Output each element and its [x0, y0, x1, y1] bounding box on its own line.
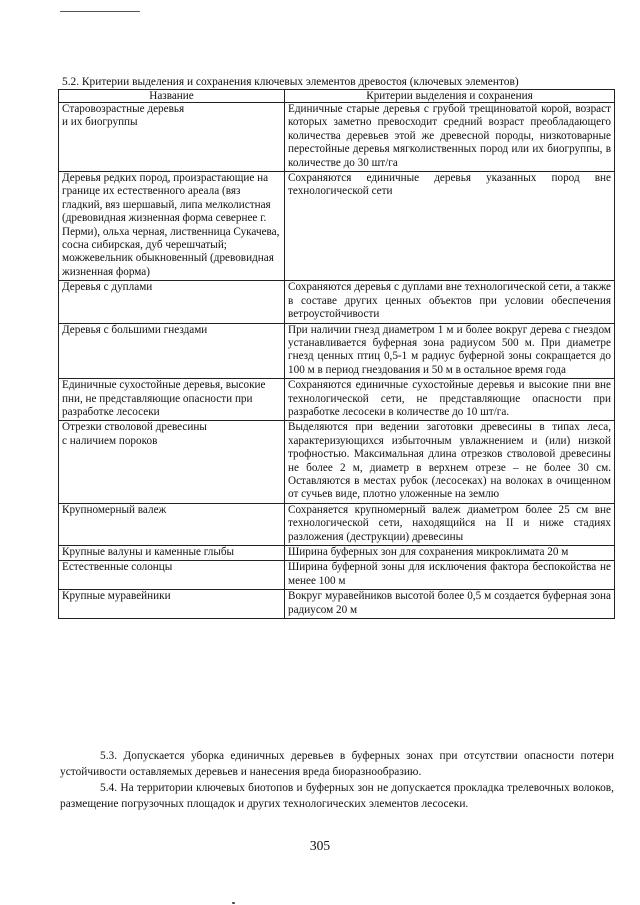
- row-criteria-cell: Сохраняется крупномерный валеж диаметром более 25 см вне технологической сети, находящийся на II и ниже стадиях разложения (деструкции) древесины: [285, 503, 615, 545]
- table-body: [59, 103, 615, 619]
- row-name-cell: Крупные валуны и каменные глыбы: [59, 546, 285, 561]
- table-header-row: [59, 90, 615, 103]
- table-row: [59, 379, 615, 421]
- scan-artifact: [232, 902, 235, 904]
- table-row: [59, 503, 615, 545]
- row-criteria-cell: Сохраняются единичные сухостойные деревья и высокие пни вне технологической сети, не представляющие опасности при разработке лесосеки в количестве до 10 шт/га.: [285, 379, 615, 421]
- scan-top-line: [60, 11, 140, 12]
- row-criteria-cell: Вокруг муравейников высотой более 0,5 м создается буферная зона радиусом 20 м: [285, 590, 615, 619]
- row-name-cell: Единичные сухостойные деревья, высокие пни, не представляющие опасности при разработке лесосеки: [59, 379, 285, 421]
- table-row: [59, 323, 615, 379]
- row-criteria-cell: Сохраняются деревья с дуплами вне технологической сети, а также в составе других ценных объектов при условии обеспечения ветроустойчивости: [285, 281, 615, 323]
- table-row: [59, 172, 615, 281]
- table-row: [59, 281, 615, 323]
- row-name-cell: Деревья редких пород, произрастающие на границе их естественного ареала (вяз гладкий, вяз шершавый, липа мелколистная (древовидная жизненная форма севернее г. Перми), ольха черная, лиственница Сукачева, сосна сибирская, дуб черешчатый; можжевельник обыкновенный (древовидная жизненная форма): [59, 172, 285, 281]
- table-row: [59, 421, 615, 503]
- table-row: [59, 590, 615, 619]
- paragraph-5-3: 5.3. Допускается уборка единичных деревьев в буферных зонах при отсутствии опасности потери устойчивости оставляемых деревьев и нанесения вреда биоразнообразию.: [60, 750, 614, 778]
- row-name-cell: Отрезки стволовой древесины с наличием пороков: [59, 421, 285, 503]
- table-row: [59, 546, 615, 561]
- row-criteria-cell: Ширина буферной зоны для исключения фактора беспокойства не менее 100 м: [285, 561, 615, 590]
- page-number: 305: [309, 838, 331, 853]
- header-name: Название: [59, 90, 285, 103]
- row-criteria-cell: Ширина буферных зон для сохранения микроклимата 20 м: [285, 546, 615, 561]
- paragraph-5-4: 5.4. На территории ключевых биотопов и буферных зон не допускается прокладка трелевочных волоков, размещение погрузочных площадок и других технологических элементов лесосеки.: [60, 782, 614, 810]
- table-row: [59, 103, 615, 172]
- row-name-cell: Старовозрастные деревья и их биогруппы: [59, 103, 285, 172]
- criteria-table: [58, 89, 615, 619]
- row-criteria-cell: Выделяются при ведении заготовки древесины в типах леса, характеризующихся избыточным увлажнением и (или) низкой трофностью. Максимальная длина отрезков стволовой древесины не более 2 м, диаметр в верхнем отрезе – не более 30 см. Оставляются в местах рубок (лесосеках) на волоках в очищенном от сучьев виде, плотно уложенные на землю: [285, 421, 615, 503]
- row-criteria-cell: Единичные старые деревья с грубой трещиноватой корой, возраст которых заметно превосходит средний возраст преобладающего количества деревьев этой же древесной породы, низкотоварные перестойные деревья мягколиственных пород или их биогруппы, в количестве до 30 шт/га: [285, 103, 615, 172]
- row-criteria-cell: При наличии гнезд диаметром 1 м и более вокруг дерева с гнездом устанавливается буферная зона радиусом 500 м. При диаметре гнезд ценных птиц 0,5-1 м радиус буферной зоны сокращается до 100 м в период гнездования и 50 м в остальное время года: [285, 323, 615, 379]
- header-criteria: Критерии выделения и сохранения: [285, 90, 615, 103]
- row-criteria-cell: Сохраняются единичные деревья указанных пород вне технологической сети: [285, 172, 615, 281]
- row-name-cell: Крупные муравейники: [59, 590, 285, 619]
- row-name-cell: Крупномерный валеж: [59, 503, 285, 545]
- row-name-cell: Деревья с большими гнездами: [59, 323, 285, 379]
- row-name-cell: Естественные солонцы: [59, 561, 285, 590]
- table-row: [59, 561, 615, 590]
- row-name-cell: Деревья с дуплами: [59, 281, 285, 323]
- table-caption: 5.2. Критерии выделения и сохранения ключевых элементов древостоя (ключевых элементов): [62, 76, 519, 88]
